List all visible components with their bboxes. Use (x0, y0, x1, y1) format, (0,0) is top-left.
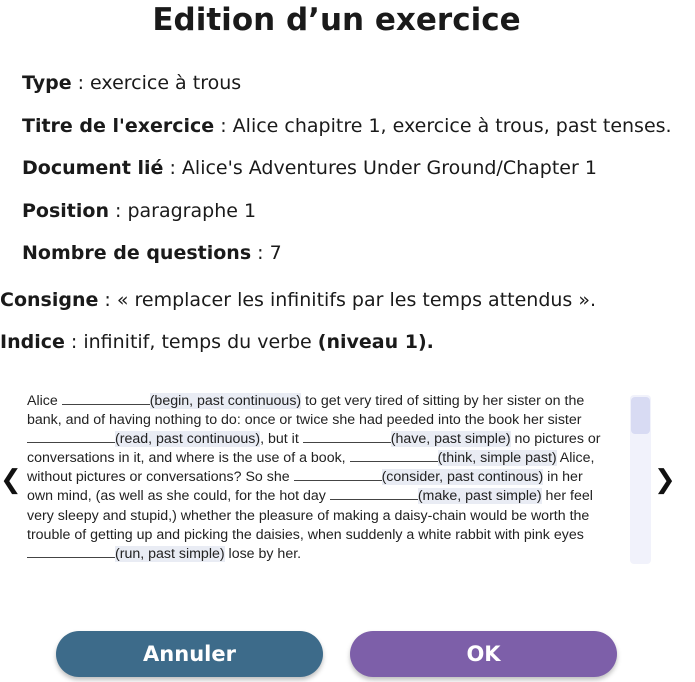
scrollbar-track[interactable] (630, 395, 651, 564)
meta-indice (0, 330, 673, 354)
exercise-text: Alice (27, 393, 62, 409)
blank-input[interactable] (303, 430, 391, 443)
meta-indice-label: Indice (0, 331, 65, 353)
next-arrow-button[interactable]: ❯ (654, 465, 676, 495)
exercise-line (27, 487, 627, 506)
meta-consigne-value: : « remplacer les infinitifs par les temps attendus ». (98, 289, 597, 311)
meta-document-label: Document lié (22, 157, 164, 179)
meta-position-value: : paragraphe 1 (108, 200, 257, 222)
exercise-line (27, 430, 627, 449)
verb-hint: (have, past simple) (390, 431, 511, 448)
exercise-text: lose by her. (224, 545, 302, 562)
ok-button[interactable]: OK (350, 631, 617, 677)
exercise-line (27, 545, 627, 564)
page-title: Edition d’un exercice (152, 2, 521, 38)
meta-indice-level: (niveau 1). (317, 331, 434, 353)
verb-hint: (consider, past continous) (381, 469, 544, 486)
meta-questions-label: Nombre de questions (22, 242, 252, 264)
exercise-text: Alice, (556, 450, 595, 467)
meta-questions-value: : 7 (251, 242, 282, 264)
meta-titre-label: Titre de l'exercice (22, 115, 215, 137)
exercise-text: in her (543, 469, 583, 486)
exercise-line (27, 507, 627, 526)
prev-arrow-button[interactable]: ❮ (0, 465, 22, 495)
blank-input[interactable] (27, 430, 115, 443)
blank-input[interactable] (27, 545, 115, 558)
meta-document (22, 156, 695, 180)
exercise-line (27, 392, 627, 411)
exercise-text: very sleepy and stupid,) whether the pleasure of making a daisy-chain would be worth the (27, 507, 590, 524)
scrollbar-thumb[interactable] (631, 397, 650, 434)
meta-type (22, 71, 695, 95)
exercise-line (27, 449, 627, 468)
blank-input[interactable] (62, 392, 150, 405)
exercise-text: to get very tired of sitting by her sister on the (301, 393, 585, 409)
exercise-line (27, 411, 627, 430)
meta-position-label: Position (22, 200, 109, 222)
exercise-text: without pictures or conversations? So she (27, 469, 294, 486)
blank-input[interactable] (330, 487, 418, 500)
verb-hint: (begin, past continuous) (149, 393, 302, 409)
blank-input[interactable] (294, 468, 382, 481)
meta-document-value: : Alice's Adventures Under Ground/Chapter 1 (163, 157, 597, 179)
meta-position (22, 199, 695, 223)
exercise-text: trouble of getting up and picking the daisies, when suddenly a white rabbit with pink eyes (27, 526, 584, 543)
exercise-line (27, 468, 627, 487)
meta-titre-value: : Alice chapitre 1, exercice à trous, past tenses. (214, 115, 672, 137)
exercise-text: own mind, (as well as she could, for the hot day (27, 488, 330, 505)
exercise-text: her feel (541, 488, 593, 505)
blank-input[interactable] (350, 449, 438, 462)
exercise-text: no pictures or (510, 431, 601, 448)
exercise-text: bank, and of having nothing to do: once or twice she had peeded into the book her sister (27, 412, 582, 429)
verb-hint: (make, past simple) (417, 488, 542, 505)
verb-hint: (think, simple past) (437, 450, 557, 467)
exercise-text: , but it (260, 431, 303, 448)
meta-titre (22, 114, 695, 138)
meta-consigne (0, 288, 673, 312)
verb-hint: (read, past continuous) (115, 431, 261, 448)
exercise-text: conversations in it, and where is the use of a book, (27, 450, 350, 467)
meta-indice-value: : infinitif, temps du verbe (64, 331, 318, 353)
meta-type-value: : exercice à trous (71, 72, 242, 94)
cancel-button[interactable]: Annuler (56, 631, 323, 677)
meta-type-label: Type (22, 72, 72, 94)
exercise-line (27, 526, 627, 545)
meta-consigne-label: Consigne (0, 289, 99, 311)
verb-hint: (run, past simple) (115, 545, 225, 562)
exercise-text-area[interactable] (27, 392, 627, 567)
meta-questions (22, 241, 695, 265)
